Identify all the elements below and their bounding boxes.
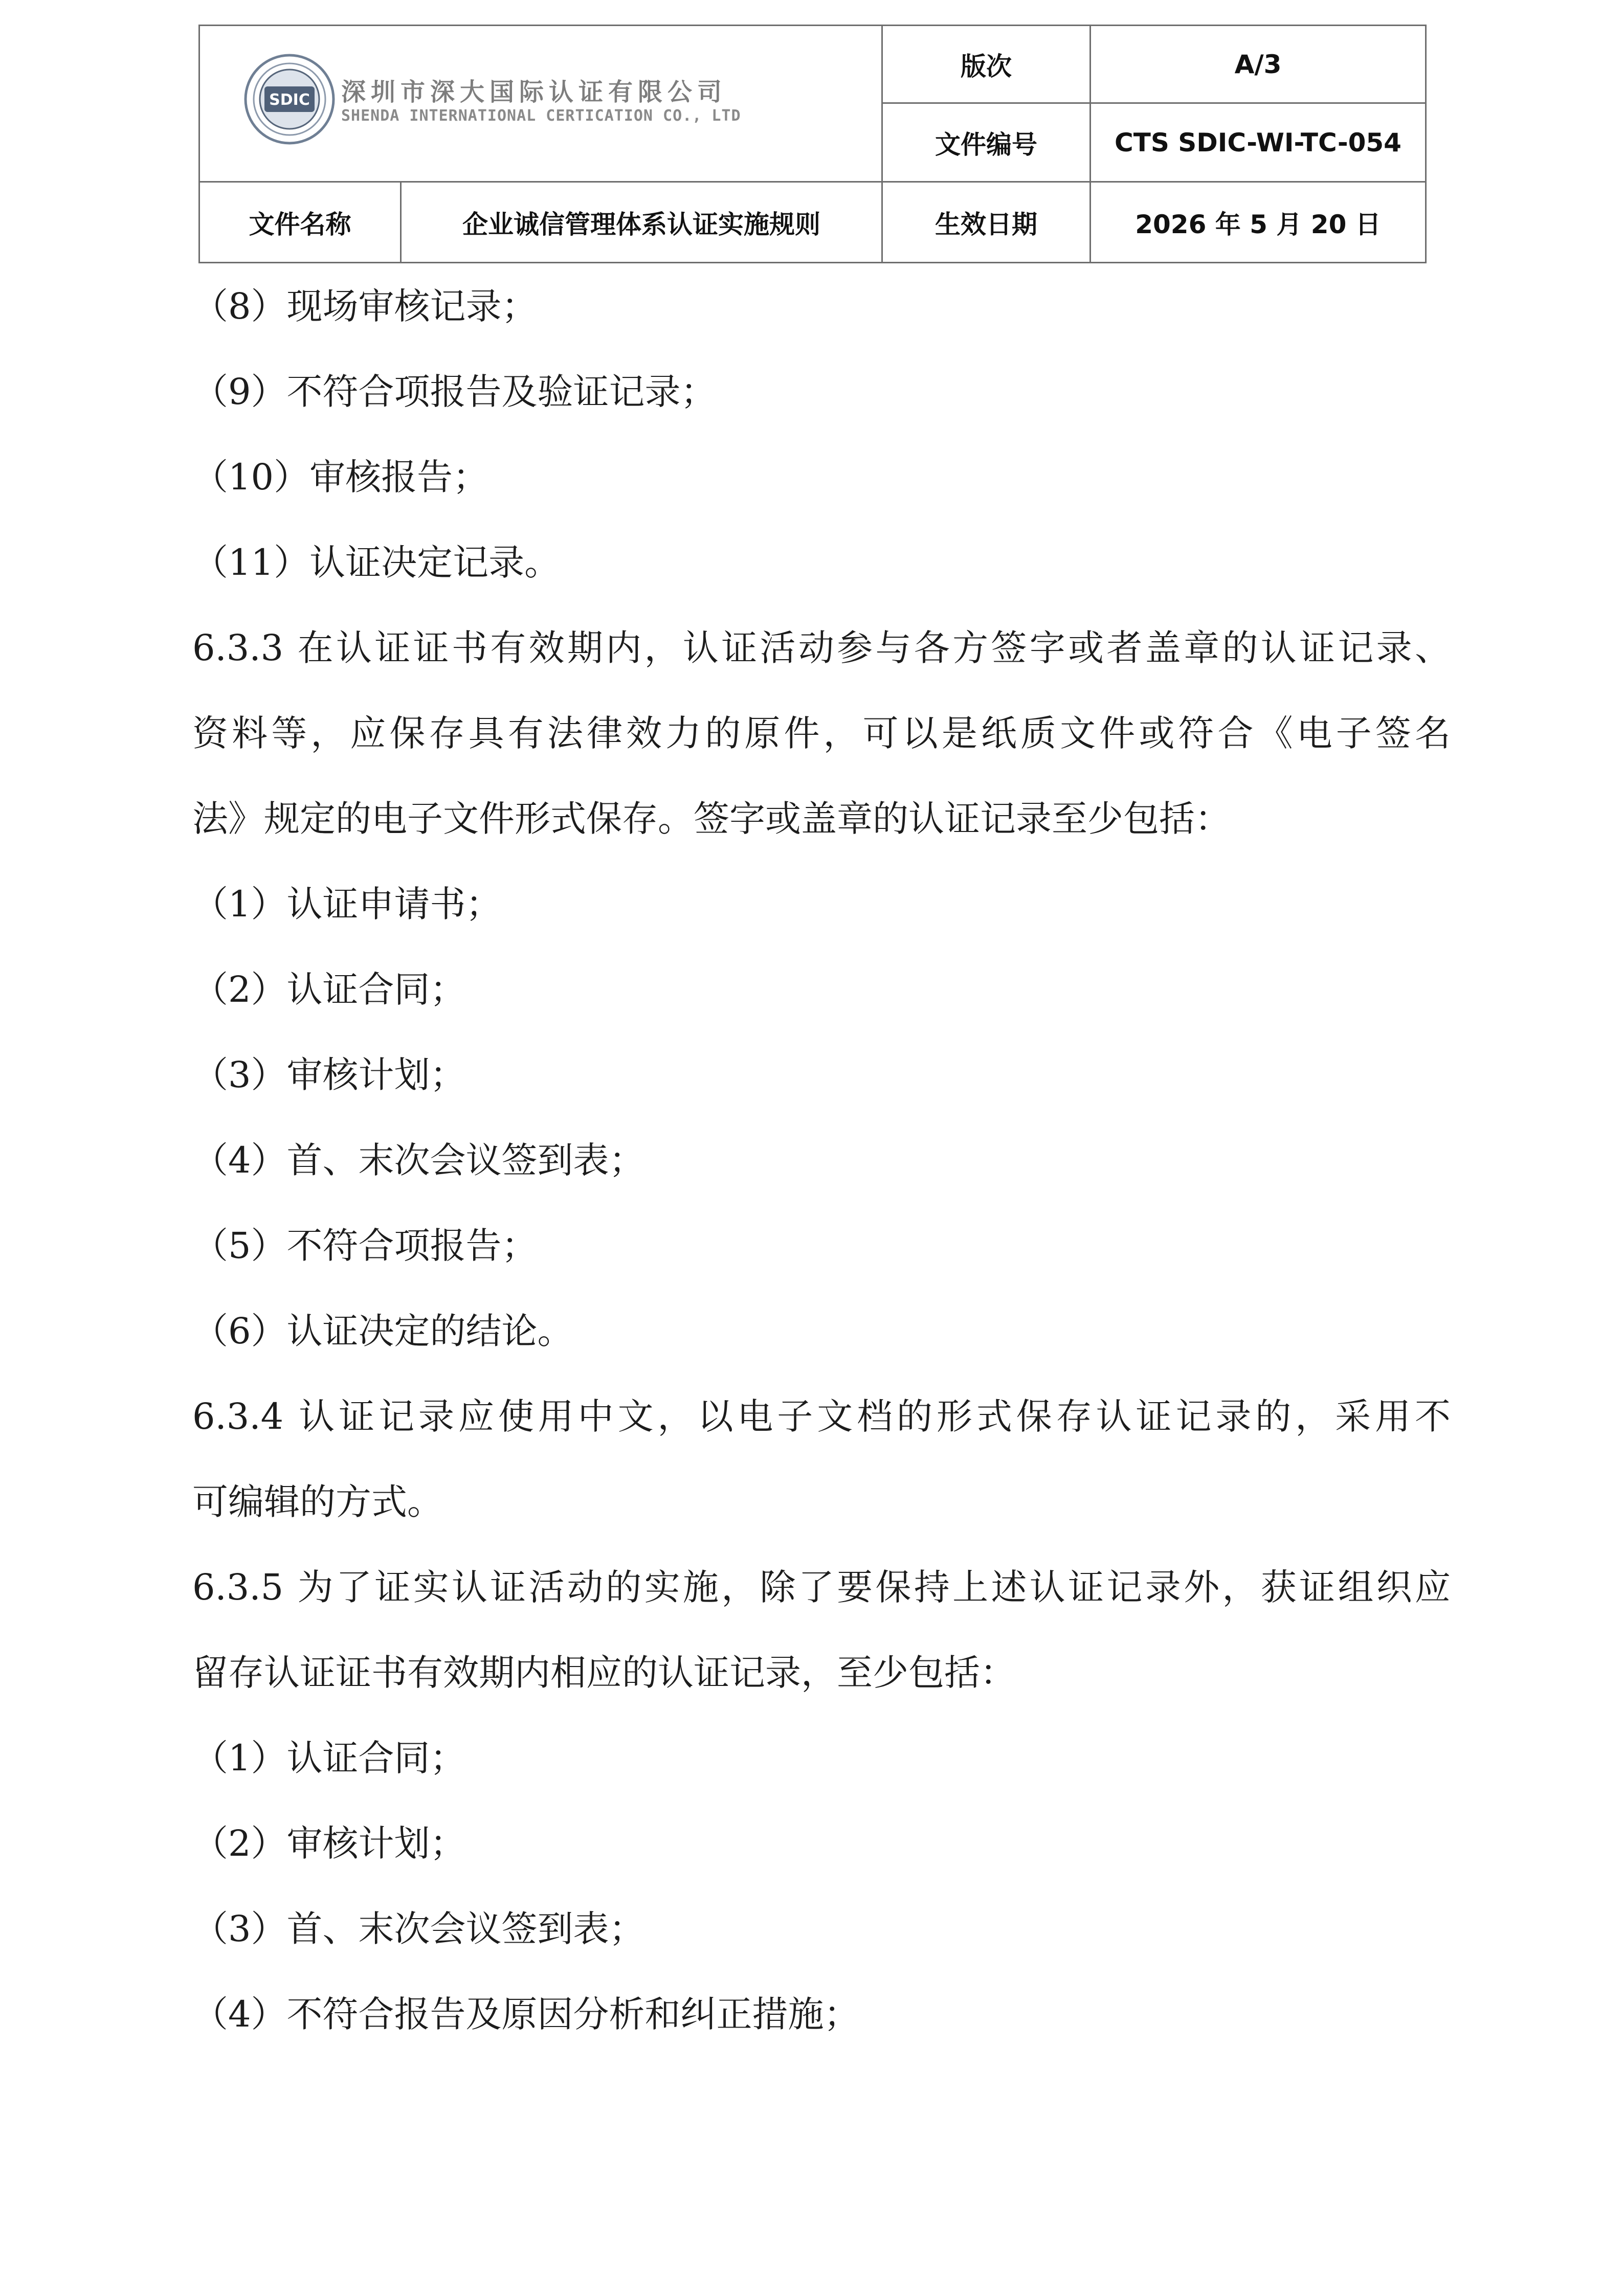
effective-date-label: 生效日期	[882, 182, 1091, 263]
document-header-table	[198, 25, 1427, 263]
list-item: （11）认证决定记录。	[192, 542, 561, 583]
list-item: （4）首、末次会议签到表；	[192, 1139, 645, 1181]
company-logo	[244, 54, 858, 156]
paragraph-line: 法》规定的电子文件形式保存。签字或盖章的认证记录至少包括：	[192, 798, 1231, 840]
version-value: A/3	[1091, 26, 1426, 103]
company-logo-cell	[199, 26, 882, 182]
list-item: （10）审核报告；	[192, 456, 489, 498]
sdic-seal-icon	[244, 54, 335, 145]
doc-number-value: CTS SDIC-WI-TC-054	[1091, 103, 1426, 182]
list-item: （3）首、末次会议签到表；	[192, 1908, 645, 1950]
list-item: （6）认证决定的结论。	[192, 1310, 573, 1352]
list-item: （2）认证合同；	[192, 969, 466, 1010]
logo-mark-text: SDIC	[269, 91, 310, 109]
doc-name-value: 企业诚信管理体系认证实施规则	[401, 182, 882, 263]
list-item: （4）不符合报告及原因分析和纠正措施；	[192, 1993, 860, 2035]
version-label: 版次	[882, 26, 1091, 103]
paragraph-line: 6.3.3 在认证证书有效期内，认证活动参与各方签字或者盖章的认证记录、	[192, 627, 1451, 669]
list-item: （9）不符合项报告及验证记录；	[192, 371, 717, 413]
list-item: （1）认证申请书；	[192, 883, 502, 925]
doc-name-label: 文件名称	[199, 182, 401, 263]
paragraph-line: 资料等，应保存具有法律效力的原件，可以是纸质文件或符合《电子签名	[192, 712, 1451, 754]
company-name-cn: 深圳市深大国际认证有限公司	[341, 78, 727, 106]
doc-number-label: 文件编号	[882, 103, 1091, 182]
paragraph-line: 6.3.4 认证记录应使用中文，以电子文档的形式保存认证记录的，采用不	[192, 1395, 1451, 1437]
company-name-en: SHENDA INTERNATIONAL CERTICATION CO., LTD	[341, 107, 741, 125]
list-item: （2）审核计划；	[192, 1822, 466, 1864]
list-item: （8）现场审核记录；	[192, 285, 538, 327]
list-item: （1）认证合同；	[192, 1737, 466, 1779]
paragraph-line: 留存认证证书有效期内相应的认证记录，至少包括：	[192, 1652, 1016, 1694]
effective-date-value: 2026 年 5 月 20 日	[1091, 182, 1426, 263]
paragraph-line: 6.3.5 为了证实认证活动的实施，除了要保持上述认证记录外，获证组织应	[192, 1566, 1451, 1608]
paragraph-line: 可编辑的方式。	[192, 1481, 443, 1523]
list-item: （5）不符合项报告；	[192, 1225, 538, 1267]
document-body	[192, 264, 1451, 2057]
list-item: （3）审核计划；	[192, 1054, 466, 1096]
